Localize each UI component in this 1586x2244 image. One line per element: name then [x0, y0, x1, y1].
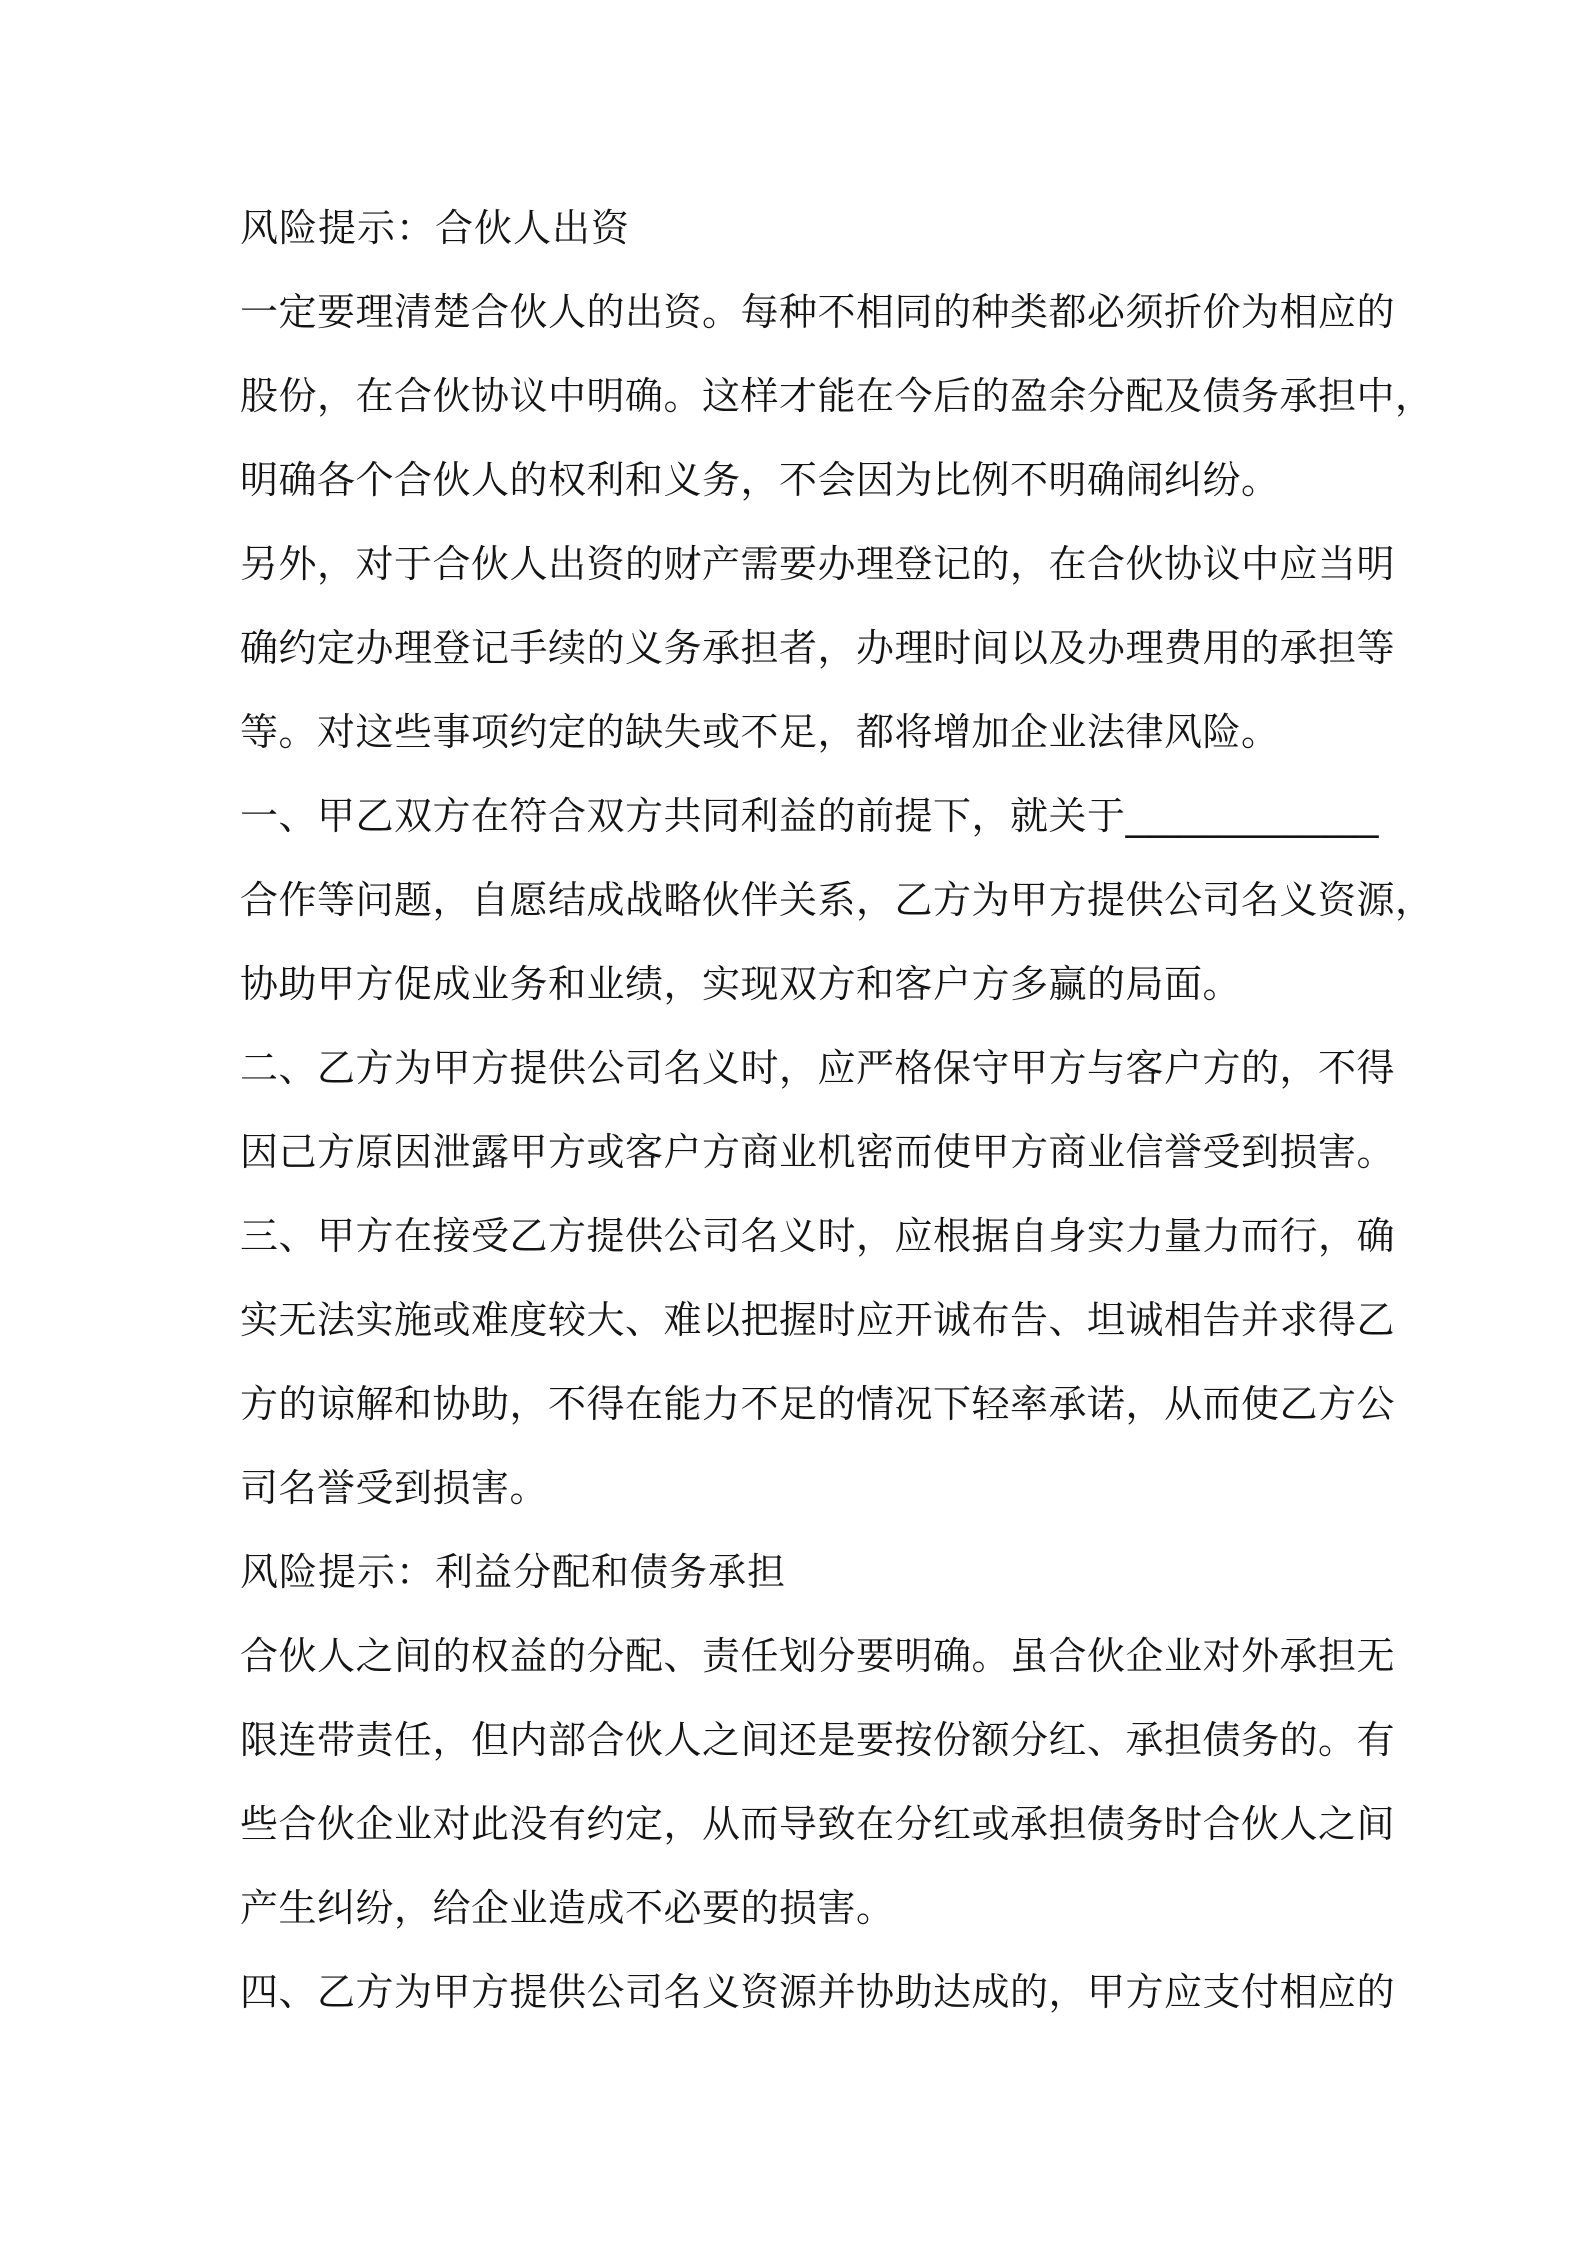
- text-line: 合作等问题，自愿结成战略伙伴关系，乙方为甲方提供公司名义资源，: [240, 878, 1434, 922]
- text-line: 合伙人之间的权益的分配、责任划分要明确。虽合伙企业对外承担无: [240, 1634, 1396, 1678]
- clause-1-line: 一、甲乙双方在符合双方共同利益的前提下，就关于_____________: [240, 794, 1380, 838]
- text-line: 另外，对于合伙人出资的财产需要办理登记的，在合伙协议中应当明: [240, 542, 1396, 586]
- text-line: 些合伙企业对此没有约定，从而导致在分红或承担债务时合伙人之间: [240, 1802, 1396, 1846]
- text-line: 明确各个合伙人的权利和义务，不会因为比例不明确闹纠纷。: [240, 458, 1280, 502]
- text-line: 方的谅解和协助，不得在能力不足的情况下轻率承诺，从而使乙方公: [240, 1382, 1396, 1426]
- text-line: 实无法实施或难度较大、难以把握时应开诚布告、坦诚相告并求得乙: [240, 1298, 1396, 1342]
- text-line: 一定要理清楚合伙人的出资。每种不相同的种类都必须折价为相应的: [240, 290, 1396, 334]
- text-line: 司名誉受到损害。: [240, 1466, 549, 1510]
- heading-partner-contribution: 风险提示：合伙人出资: [240, 206, 631, 250]
- clause-3-line: 三、甲方在接受乙方提供公司名义时，应根据自身实力量力而行，确: [240, 1214, 1396, 1258]
- text-line: 确约定办理登记手续的义务承担者，办理时间以及办理费用的承担等: [240, 626, 1396, 670]
- text-line: 限连带责任，但内部合伙人之间还是要按份额分红、承担债务的。有: [240, 1718, 1396, 1762]
- text-line: 协助甲方促成业务和业绩，实现双方和客户方多赢的局面。: [240, 962, 1242, 1006]
- text-line: 等。对这些事项约定的缺失或不足，都将增加企业法律风险。: [240, 710, 1280, 754]
- heading-profit-debt: 风险提示：利益分配和债务承担: [240, 1550, 787, 1594]
- text-line: 股份，在合伙协议中明确。这样才能在今后的盈余分配及债务承担中，: [240, 374, 1434, 418]
- clause-4-line: 四、乙方为甲方提供公司名义资源并协助达成的，甲方应支付相应的: [240, 1970, 1396, 2014]
- text-line: 因己方原因泄露甲方或客户方商业机密而使甲方商业信誉受到损害。: [240, 1130, 1396, 1174]
- clause-2-line: 二、乙方为甲方提供公司名义时，应严格保守甲方与客户方的，不得: [240, 1046, 1396, 1090]
- text-line: 产生纠纷，给企业造成不必要的损害。: [240, 1886, 895, 1930]
